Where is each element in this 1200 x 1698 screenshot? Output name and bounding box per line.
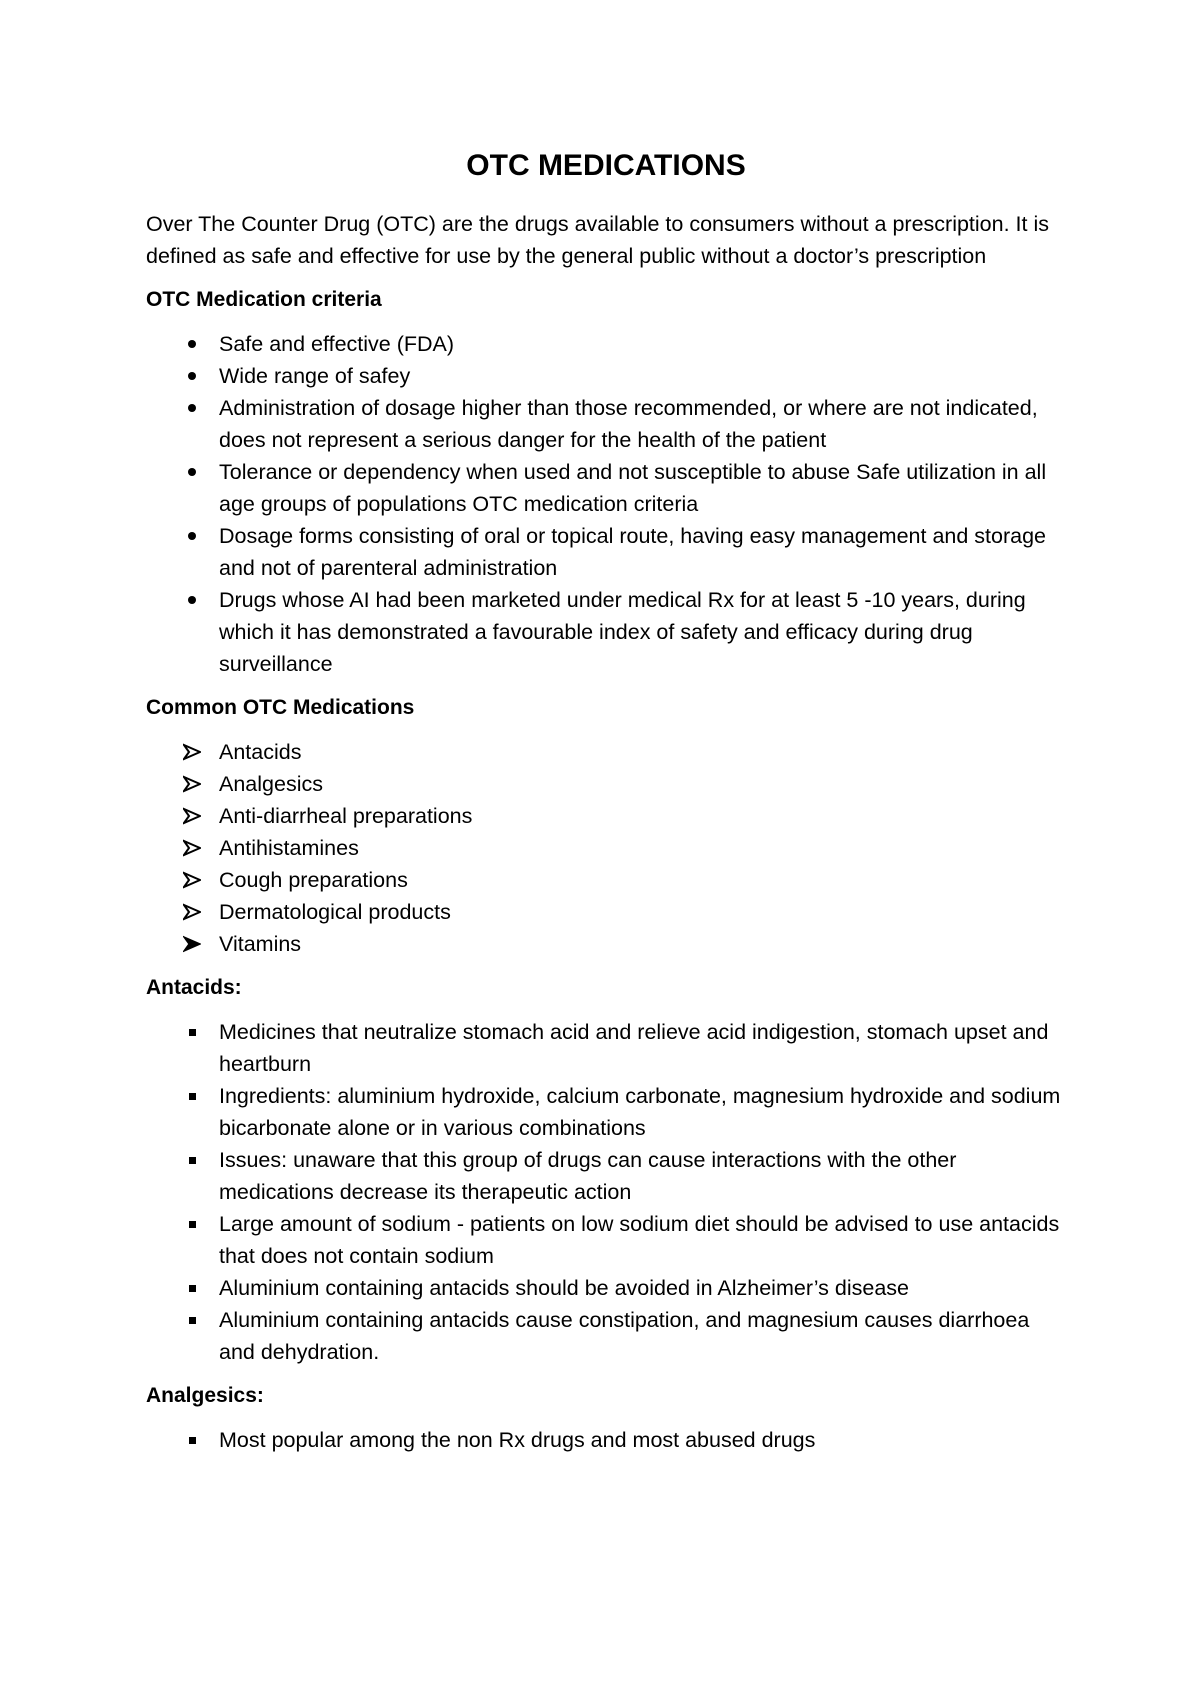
list-item: [146, 584, 1066, 680]
bullet-square-icon: [182, 1272, 202, 1304]
intro-paragraph: Over The Counter Drug (OTC) are the drugs available to consumers without a prescription. It is defined as safe and effective for use by the general public without a doctor’s prescription: [146, 212, 1049, 268]
list-item: [146, 736, 1066, 768]
bullet-square-icon: [182, 1080, 202, 1112]
analgesics-heading: Analgesics:: [146, 1384, 264, 1407]
bullet-dot-icon: [182, 328, 202, 360]
arrow-bullet-icon: [182, 864, 202, 896]
list-item: [146, 832, 1066, 864]
bullet-square-icon: [182, 1208, 202, 1240]
list-item: [146, 864, 1066, 896]
bullet-dot-icon: [182, 360, 202, 392]
list-item: [146, 328, 1066, 360]
list-item-text: Safe and effective (FDA): [219, 332, 455, 356]
bullet-dot-icon: [182, 456, 202, 488]
list-item: [146, 800, 1066, 832]
list-item: [146, 1144, 1066, 1208]
common-medications-heading: Common OTC Medications: [146, 696, 415, 719]
bullet-dot-icon: [182, 520, 202, 552]
list-item-text: Ingredients: aluminium hydroxide, calcium carbonate, magnesium hydroxide and sodium bicarbonate alone or in various combinations: [219, 1084, 1061, 1140]
list-item-text: Administration of dosage higher than those recommended, or where are not indicated, does not represent a serious danger for the health of the patient: [219, 396, 1038, 452]
bullet-dot-icon: [182, 584, 202, 616]
list-item-text: Dosage forms consisting of oral or topical route, having easy management and storage and not of parenteral administration: [219, 524, 1047, 580]
list-item: [146, 1080, 1066, 1144]
analgesics-list: [146, 1424, 1066, 1456]
criteria-list: [146, 328, 1066, 680]
list-item-text: Medicines that neutralize stomach acid and relieve acid indigestion, stomach upset and heartburn: [219, 1020, 1049, 1076]
arrow-bullet-icon: [182, 768, 202, 800]
list-item: [146, 456, 1066, 520]
antacids-heading: Antacids:: [146, 976, 242, 999]
list-item: [146, 392, 1066, 456]
list-item-text: Large amount of sodium - patients on low sodium diet should be advised to use antacids that does not contain sodium: [219, 1212, 1060, 1268]
arrow-bullet-icon: [182, 928, 202, 960]
list-item: [146, 1016, 1066, 1080]
list-item: [146, 1208, 1066, 1272]
list-item: [146, 1272, 1066, 1304]
list-item: [146, 1304, 1066, 1368]
arrow-bullet-icon: [182, 800, 202, 832]
list-item-text: Issues: unaware that this group of drugs can cause interactions with the other medications decrease its therapeutic action: [219, 1148, 957, 1204]
list-item: [146, 1424, 1066, 1456]
list-item-text: Aluminium containing antacids cause constipation, and magnesium causes diarrhoea and dehydration.: [219, 1308, 1030, 1364]
antacids-list: [146, 1016, 1066, 1368]
list-item: [146, 360, 1066, 392]
arrow-bullet-icon: [182, 736, 202, 768]
list-item: [146, 520, 1066, 584]
list-item-text: Antihistamines: [219, 836, 359, 860]
list-item: [146, 768, 1066, 800]
list-item-text: Dermatological products: [219, 900, 451, 924]
list-item-text: Anti-diarrheal preparations: [219, 804, 473, 828]
arrow-bullet-icon: [182, 832, 202, 864]
list-item-text: Wide range of safey: [219, 364, 411, 388]
bullet-dot-icon: [182, 392, 202, 424]
list-item: [146, 928, 1066, 960]
list-item: [146, 896, 1066, 928]
list-item-text: Aluminium containing antacids should be avoided in Alzheimer’s disease: [219, 1276, 910, 1300]
bullet-square-icon: [182, 1424, 202, 1456]
bullet-square-icon: [182, 1144, 202, 1176]
bullet-square-icon: [182, 1304, 202, 1336]
list-item-text: Drugs whose AI had been marketed under medical Rx for at least 5 -10 years, during which it has demonstrated a favourable index of safety and efficacy during drug surveillance: [219, 588, 1026, 676]
document-page: [146, 148, 1066, 1468]
arrow-bullet-icon: [182, 896, 202, 928]
list-item-text: Cough preparations: [219, 868, 408, 892]
list-item-text: Analgesics: [219, 772, 323, 796]
list-item-text: Antacids: [219, 740, 302, 764]
common-medications-list: [146, 736, 1066, 960]
list-item-text: Vitamins: [219, 932, 302, 956]
criteria-heading: OTC Medication criteria: [146, 288, 382, 311]
list-item-text: Most popular among the non Rx drugs and most abused drugs: [219, 1428, 816, 1452]
list-item-text: Tolerance or dependency when used and not susceptible to abuse Safe utilization in all age groups of populations OTC medication criteria: [219, 460, 1047, 516]
page-title: OTC MEDICATIONS: [466, 149, 746, 182]
bullet-square-icon: [182, 1016, 202, 1048]
